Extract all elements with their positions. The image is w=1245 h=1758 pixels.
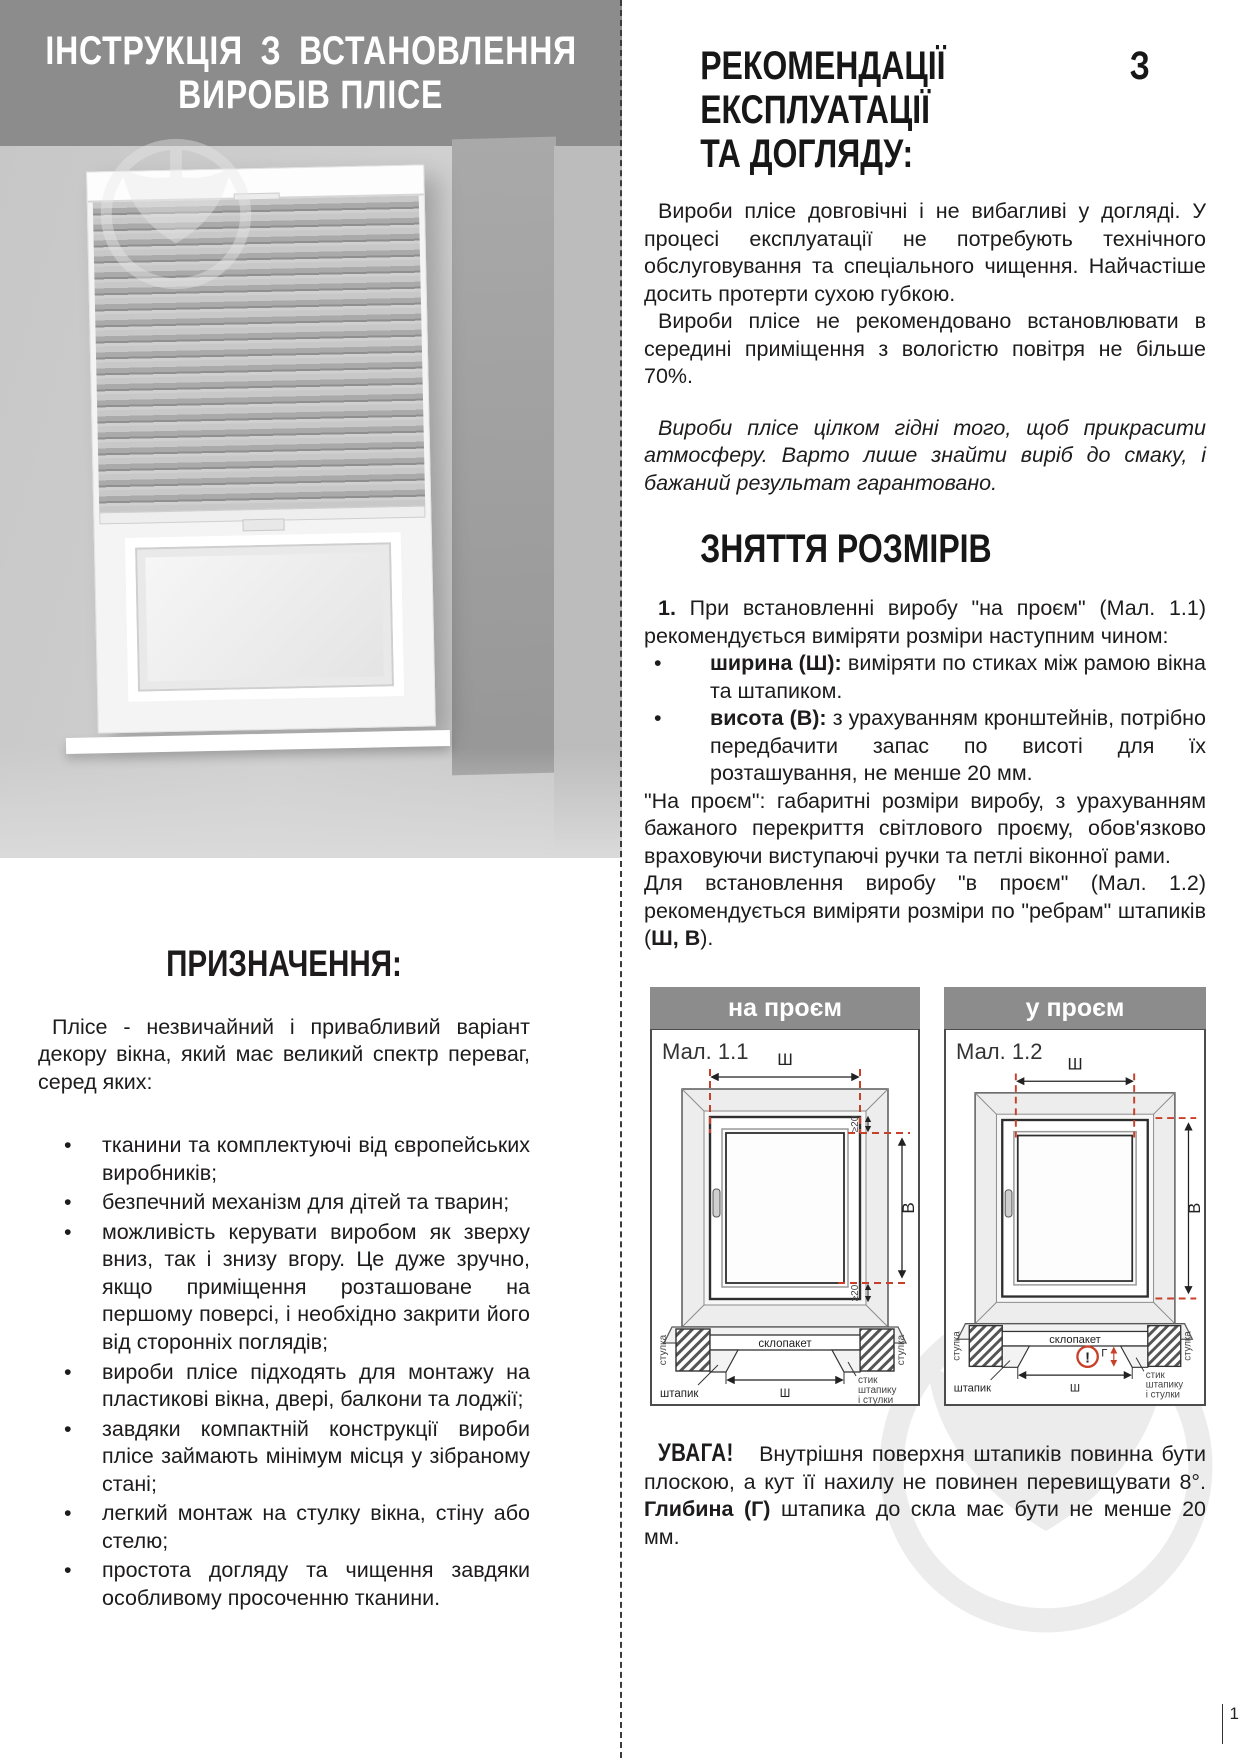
diagram-caption: Мал. 1.1 [662,1038,749,1064]
warning-exclamation-icon: ! [1085,1350,1091,1367]
page-number-value: 1 [1229,1704,1239,1723]
list-item: • можливість керувати виробом як зверху вниз, так і знизу вгору. Це дуже зручно, якщо приміщення розташоване на першому поверсі, і необхідно закрити його від сторонніх поглядів; [38,1219,530,1357]
photo-floor [0,748,622,858]
page-number [1222,1704,1239,1744]
dim-width-label: Ш [777,1049,793,1069]
diagram-panel-u-proem [944,987,1206,1406]
sizing-paragraph-na-proem: "На проєм": габаритні розміри виробу, з урахуванням бажаного перекриття світлового проєму, обов'язково враховуючи виступаючі ручки та петлі віконної рами. [644,788,1206,868]
sizing-intro: 1. При встановленні виробу "на проєм" (Мал. 1.1) рекомендується виміряти розміри наступним чином: [644,596,1206,648]
column-divider-dashed-line [620,0,622,1758]
list-item: • тканини та комплектуючі від європейських виробників; [38,1132,530,1187]
sizing-intro-number: 1. [658,596,676,621]
sizing-heading: ЗНЯТТЯ РОЗМІРІВ [700,527,992,572]
title-band [0,0,622,146]
diagram-body [650,1029,920,1406]
window-glass [145,553,384,682]
diagram-header: на проєм [650,987,920,1029]
joint-label: штапику [1145,1379,1184,1391]
list-item: • завдяки компактній конструкції вироби плісе займають мінімум місця у зібраному стані; [38,1416,530,1499]
list-item: • легкий монтаж на стулку вікна, стіну або стелю; [38,1500,530,1555]
diagram-caption: Мал. 1.2 [956,1038,1043,1064]
bead-label: штапик [660,1387,699,1400]
sash-label: стулка [658,1334,669,1366]
sizing-bullet-list [644,650,1206,788]
attention-paragraph: УВАГА! Внутрішня поверхня штапиків повинна бути плоскою, а кут її нахилу не повинен перевищувати 8°. Глибина (Г) штапика до скла має бути не менше 20 мм. [644,1438,1206,1549]
joint-label: штапику [858,1384,897,1396]
list-item: • ширина (Ш): виміряти по стиках між рамою вікна та штапиком. [644,650,1206,705]
measurement-diagrams [644,987,1206,1407]
glazing-label: склопакет [1049,1333,1101,1346]
dim-height-label: В [899,1202,918,1214]
dim-width-label: Ш [1069,1382,1081,1395]
dim-height-label: В [1186,1202,1205,1214]
joint-label: і стулки [858,1394,894,1406]
page-number-rule [1222,1704,1223,1744]
product-photo [0,0,622,858]
bead-label: штапик [953,1382,992,1395]
care-heading: РЕКОМЕНДАЦІЇ З ЕКСПЛУАТАЦІЇ ТА ДОГЛЯДУ: [700,44,1150,176]
sash-label: стулка [896,1334,907,1366]
care-paragraph-2: Вироби плісе не рекомендовано встановлювати в середині приміщення з вологістю повітря не більше 70%. [644,309,1206,389]
sash-label: стулка [1182,1331,1194,1361]
purpose-bullet-list [38,1132,530,1612]
list-item: • висота (В): з урахуванням кронштейнів, потрібно передбачити запас по висоті для їх розташування, не менше 20 мм. [644,705,1206,788]
list-item: • безпечний механізм для дітей та тварин; [38,1189,530,1217]
window-measure-drawing-1-1 [652,1030,918,1404]
diagram-body [944,1029,1206,1406]
purpose-intro: Плісе - незвичайний і привабливий варіант декору вікна, який має великий спектр переваг, серед яких: [38,1014,530,1094]
depth-label: Г [1101,1347,1108,1360]
min20-label: ≥20 [850,1115,861,1133]
diagram-panel-na-proem [650,987,920,1406]
dim-width-label: Ш [1067,1055,1083,1074]
photo-wall [0,146,622,858]
dim-width-label: Ш [779,1387,791,1400]
diagram-header: у проєм [944,987,1206,1029]
min20-label: ≥20 [850,1284,861,1302]
care-paragraph-1: Вироби плісе довговічні і не вибагливі у догляді. У процесі експлуатації не потребують технічного обслуговування та спеціального чищення. Найчастіше досить протерти сухою губкою. [644,199,1206,306]
sizing-paragraph-v-proem: Для встановлення виробу "в проєм" (Мал. 1.2) рекомендується виміряти розміри по "ребрам" штапиків (Ш, В). [644,871,1206,951]
joint-label: стик [1145,1369,1165,1381]
joint-label: і стулки [1145,1389,1180,1401]
wall-corner-shadow [452,137,556,776]
attention-lead: УВАГА! [658,1438,734,1467]
care-paragraph-3: Вироби плісе цілком гідні того, щоб прикрасити атмосферу. Варто лише знайти виріб до смаку, і бажаний результат гарантовано. [644,415,1206,495]
glazing-label: склопакет [758,1337,812,1350]
joint-label: стик [858,1374,878,1386]
watermark-logo-icon [92,130,260,298]
page-title-line2: ВИРОБІВ ПЛІСЕ [178,73,444,117]
window-sash [125,532,404,702]
list-item: • простота догляду та чищення завдяки особливому просоченню тканини. [38,1557,530,1612]
right-column [644,0,1206,1551]
page-title-line1: ІНСТРУКЦІЯ З ВСТАНОВЛЕННЯ [45,29,577,73]
purpose-heading: ПРИЗНАЧЕННЯ: [166,943,402,984]
purpose-section [38,945,530,1614]
sash-label: стулка [951,1331,963,1361]
window-measure-drawing-1-2 [946,1030,1204,1404]
list-item: • вироби плісе підходять для монтажу на пластикові вікна, двері, балкони та лоджії; [38,1359,530,1414]
